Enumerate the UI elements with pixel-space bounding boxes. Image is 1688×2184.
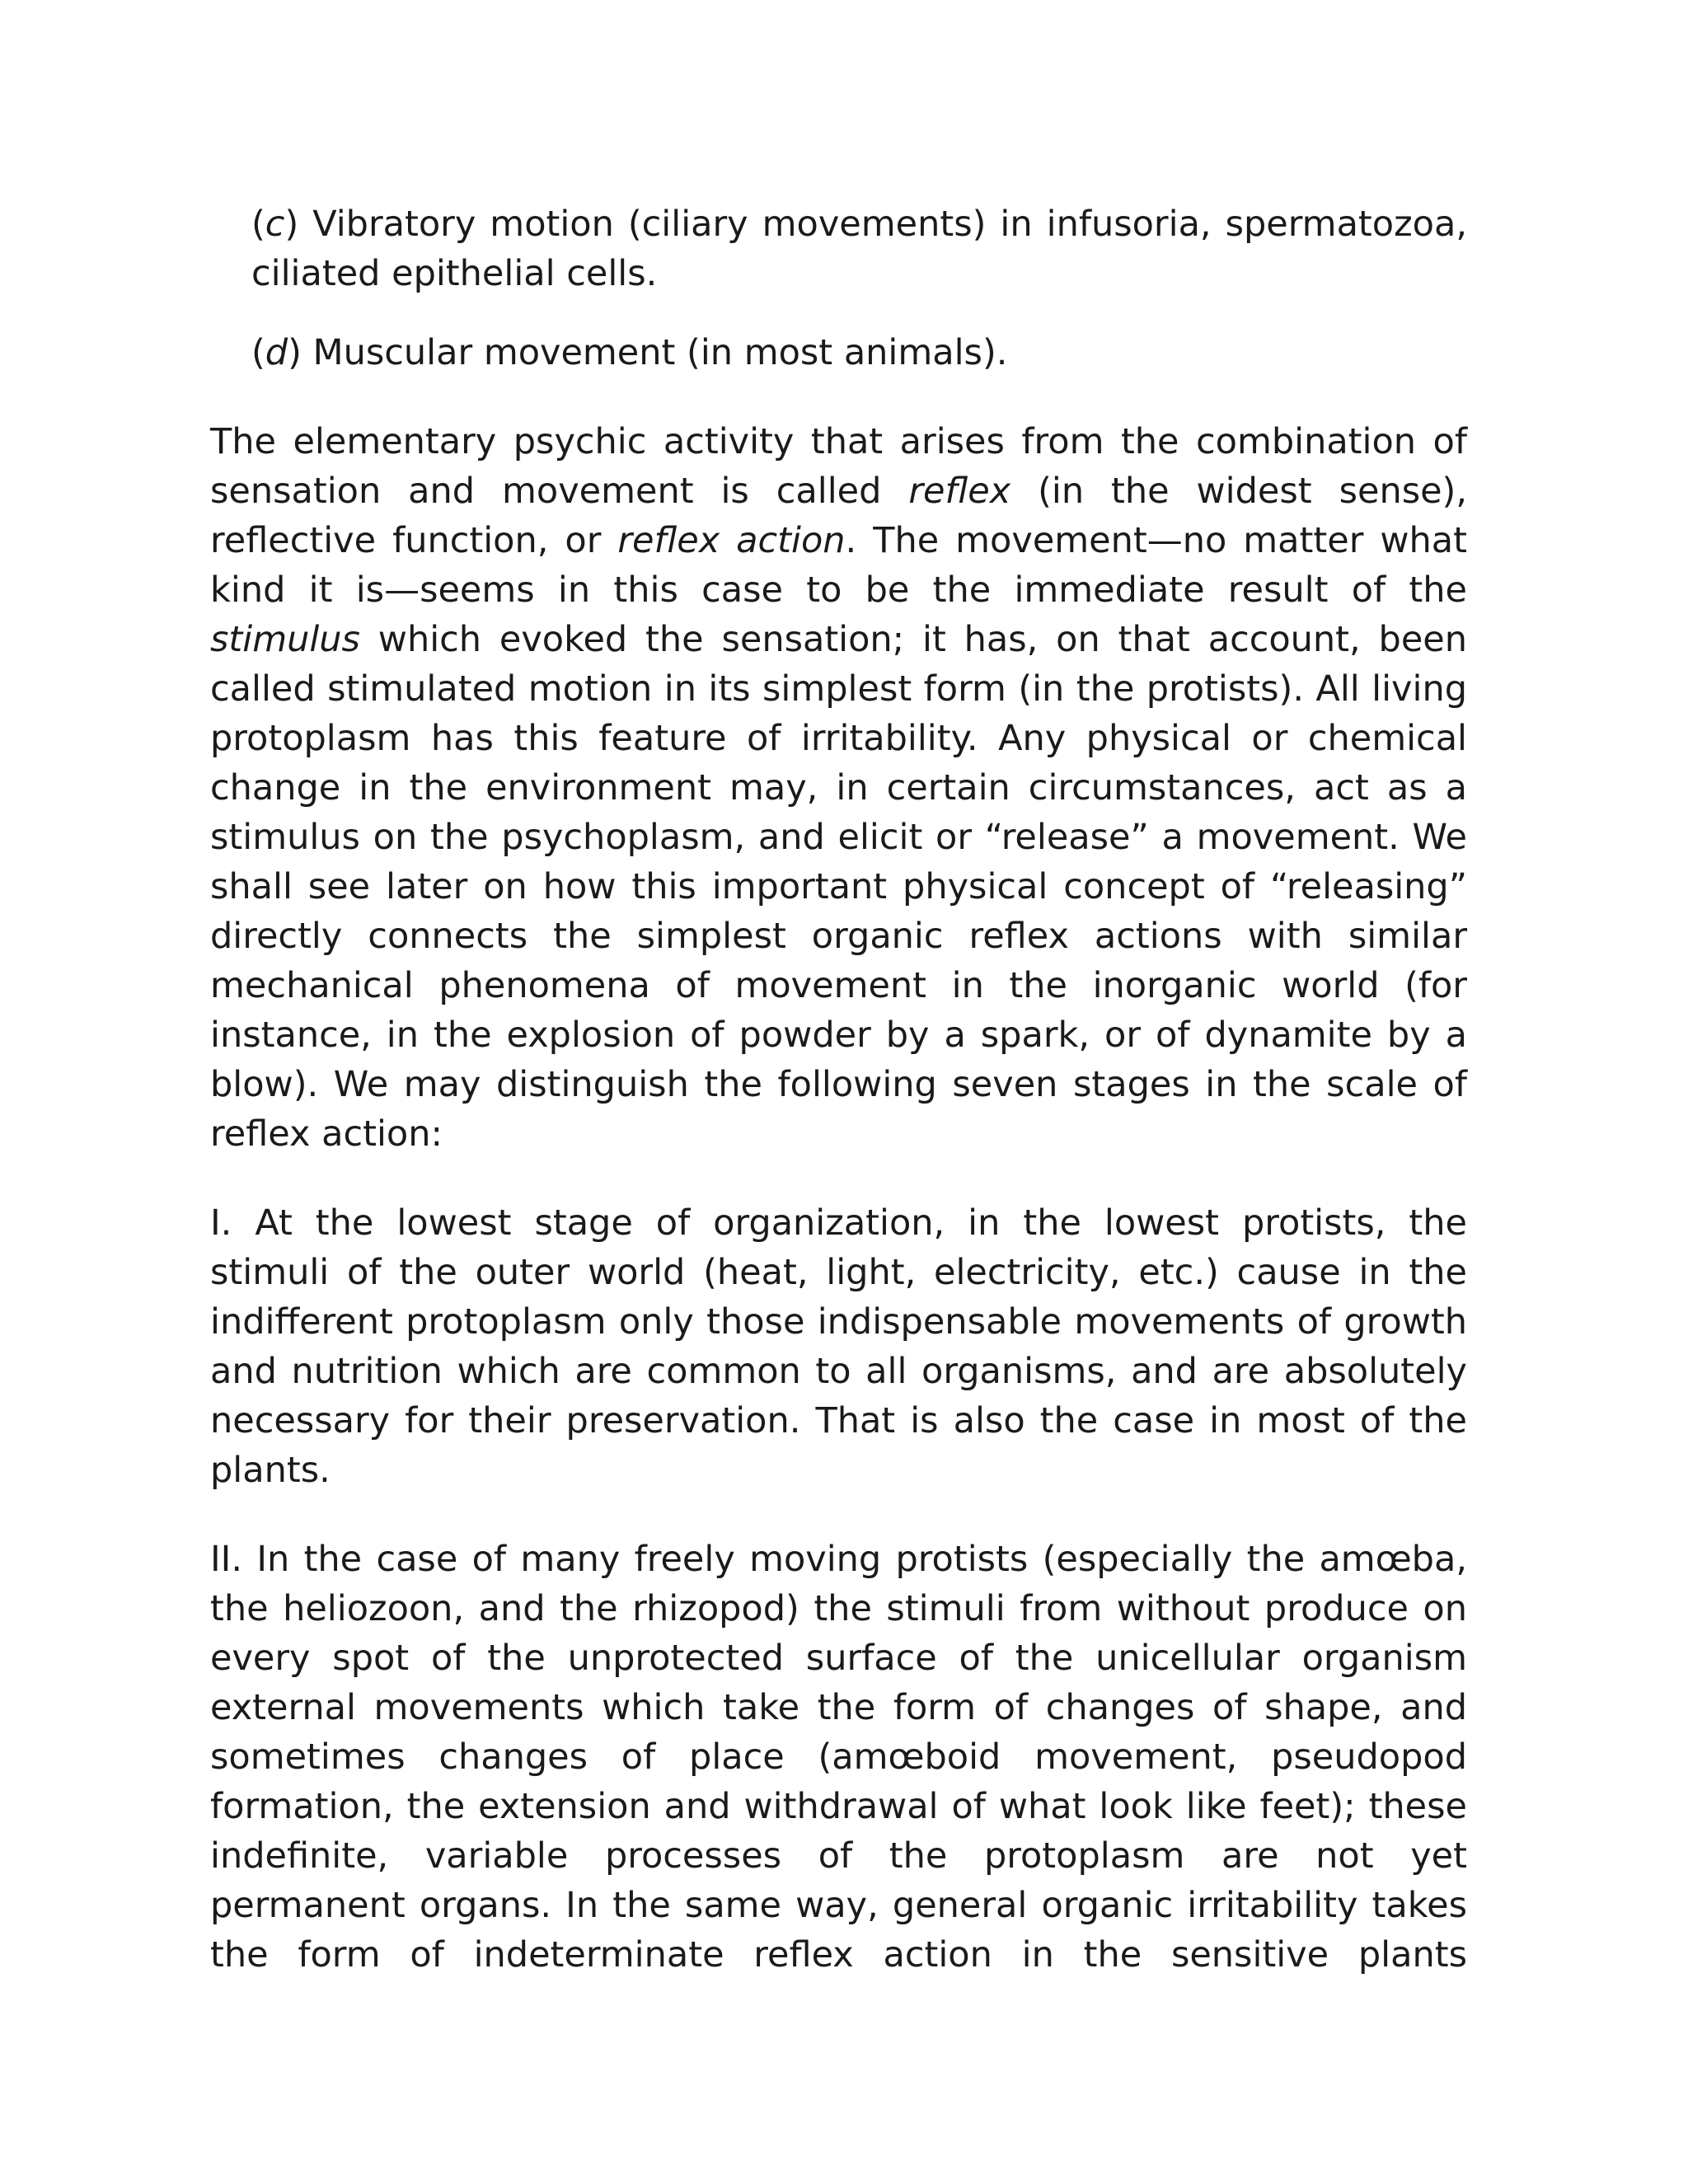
item-d-text: Muscular movement (in most animals). (301, 332, 1008, 373)
reflex-emphasis-1: reflex (908, 471, 1011, 512)
reflex-text-4: which evoked the sensation; it has, on that account, been called stimulated motion in its simplest form (in the protists). All living protoplasm has this feature of irritability. Any physical or chemical change in the environment may, in certain circumstances, act as a stimulus on the psychoplasm, and elicit or “release” a movement. We shall see later on how this important physical concept of “releasing” directly connects the simplest organic reflex actions with similar mechanical phenomena of movement in the inorganic world (for instance, in the explosion of powder by a spark, or of dynamite by a blow). We may distinguish the following seven stages in the scale of reflex action: (210, 619, 1467, 1155)
reflex-text-3: . The movement—no matter what kind it is—seems in this case to be the immediate result of the (210, 520, 1467, 611)
item-d-marker: d (265, 332, 288, 373)
paragraph-item-d: (d) Muscular movement (in most animals). (251, 332, 1008, 373)
paragraph-reflex (210, 417, 1467, 1159)
paragraph-item-c: (c) Vibratory motion (ciliary movements) in infusoria, spermatozoa, ciliated epithelial cells. (251, 204, 1467, 294)
reflex-text-2: (in the widest sense), reflective function, or (210, 471, 1467, 561)
item-c-text: Vibratory motion (ciliary movements) in infusoria, spermatozoa, ciliated epithelial cells. (251, 204, 1467, 294)
text-block (210, 199, 1467, 1980)
item-c-marker: c (265, 204, 285, 245)
paragraph-stage-1: I. At the lowest stage of organization, in the lowest protists, the stimuli of the outer world (heat, light, electricity, etc.) cause in the indifferent protoplasm only those indispensable movements of growth and nutrition which are common to all organisms, and are absolutely necessary for their preservation. That is also the case in most of the plants. (210, 1202, 1467, 1491)
reflex-text-1: The elementary psychic activity that arises from the combination of sensation and movement is called (210, 421, 1467, 512)
reflex-emphasis-3: stimulus (210, 619, 360, 660)
reflex-emphasis-2: reflex action (617, 520, 846, 561)
paragraph-stage-2: II. In the case of many freely moving protists (especially the amœba, the heliozoon, and the rhizopod) the stimuli from without produce on every spot of the unprotected surface of the unicellular organism external movements which take the form of changes of shape, and sometimes changes of place (amœboid movement, pseudopod formation, the extension and withdrawal of what look like feet); these indefinite, variable processes of the protoplasm are not yet permanent organs. In the same way, general organic irritability takes the form of indeterminate reflex action in the sensitive plants (210, 1539, 1467, 1975)
